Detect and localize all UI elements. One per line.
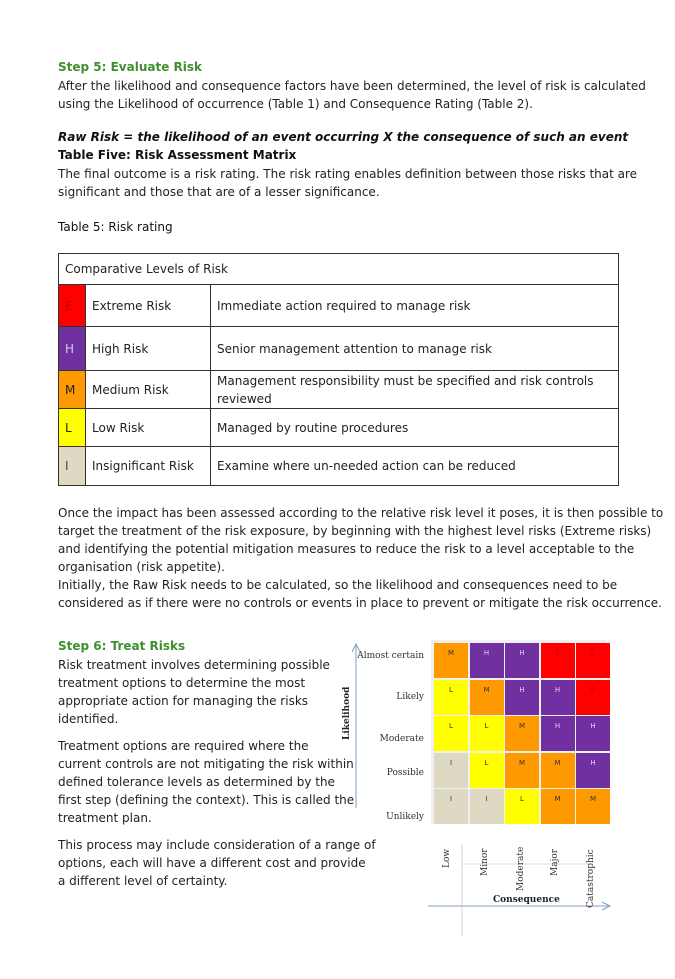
- step6-p3-l3: a different level of certainty.: [58, 874, 228, 888]
- row-label: Almost certain: [357, 651, 424, 661]
- matrix-cell: I: [470, 789, 504, 824]
- after-table-line3: and identifying the potential mitigation measures to reduce the risk to a level acceptable to the: [58, 542, 635, 556]
- matrix-cell: M: [541, 789, 575, 824]
- risk-code-cell: M: [59, 371, 86, 409]
- matrix-cell: M: [434, 643, 468, 678]
- step5-heading: Step 5: Evaluate Risk: [58, 60, 203, 74]
- step6-p2-l4: first step (defining the context). This is called the: [58, 793, 355, 807]
- col-label: Low: [442, 848, 452, 868]
- matrix-cell: M: [505, 716, 539, 751]
- risk-name-cell: Medium Risk: [86, 371, 211, 409]
- step6-p2-l3: defined tolerance levels as determined by the: [58, 775, 335, 789]
- matrix-cell: E: [541, 643, 575, 678]
- step6-p3-l2: options, each will have a different cost and provide: [58, 856, 366, 870]
- table-row: [59, 327, 619, 371]
- matrix-grid: [431, 640, 607, 824]
- col-label: Minor: [480, 848, 490, 876]
- row-label: Likely: [396, 692, 424, 702]
- matrix-cell: I: [434, 789, 468, 824]
- table-row: [59, 371, 619, 409]
- matrix-cell: H: [576, 753, 610, 788]
- matrix-cell: E: [576, 680, 610, 715]
- after-table-line6: considered as if there were no controls or events in place to prevent or mitigate the risk occurrence.: [58, 596, 662, 610]
- step6-p1-l4: identified.: [58, 712, 119, 726]
- matrix-cell: I: [434, 753, 468, 788]
- matrix-cell: M: [541, 753, 575, 788]
- y-axis-title: Likelihood: [342, 686, 352, 740]
- step6-p1-l1: Risk treatment involves determining possible: [58, 658, 330, 672]
- row-label: Moderate: [379, 734, 424, 744]
- table-caption: Table 5: Risk rating: [58, 220, 173, 234]
- rating-table-header: Comparative Levels of Risk: [59, 254, 619, 285]
- risk-desc-cell: Senior management attention to manage risk: [211, 327, 619, 371]
- after-table-line1: Once the impact has been assessed according to the relative risk level it poses, it is then possible to: [58, 506, 664, 520]
- row-label: Unlikely: [386, 812, 424, 822]
- step5-para1-line2: using the Likelihood of occurrence (Table 1) and Consequence Rating (Table 2).: [58, 97, 533, 111]
- col-label: Major: [550, 848, 560, 876]
- matrix-cell: H: [576, 716, 610, 751]
- risk-code-cell: H: [59, 327, 86, 371]
- matrix-cell: M: [470, 680, 504, 715]
- risk-desc-line2: reviewed: [217, 391, 272, 406]
- matrix-cell: H: [541, 680, 575, 715]
- matrix-cell: L: [470, 716, 504, 751]
- risk-code-cell: L: [59, 409, 86, 447]
- matrix-cell: L: [434, 680, 468, 715]
- col-label: Catastrophic: [586, 849, 596, 908]
- step5-para2-line1: The final outcome is a risk rating. The risk rating enables definition between those risks that are: [58, 167, 638, 181]
- after-table-line5: Initially, the Raw Risk needs to be calculated, so the likelihood and consequences need to be: [58, 578, 618, 592]
- table-row: [59, 285, 619, 327]
- risk-name-cell: Extreme Risk: [86, 285, 211, 327]
- matrix-cell: L: [434, 716, 468, 751]
- after-table-line2: target the treatment of the risk exposure, by beginning with the highest level risks (Extreme risks): [58, 524, 652, 538]
- risk-name-cell: Low Risk: [86, 409, 211, 447]
- risk-rating-table: [58, 253, 619, 486]
- step6-p1-l3: appropriate action for managing the risks: [58, 694, 309, 708]
- table5-title: Table Five: Risk Assessment Matrix: [58, 148, 297, 162]
- table-row: [59, 409, 619, 447]
- step5-para1-line1: After the likelihood and consequence factors have been determined, the level of risk is calculated: [58, 79, 646, 93]
- risk-code-cell: I: [59, 447, 86, 486]
- x-axis-title: Consequence: [493, 895, 560, 905]
- risk-desc-line1: Management responsibility must be specified and risk controls: [217, 373, 594, 388]
- raw-risk-formula: Raw Risk = the likelihood of an event occurring X the consequence of such an event: [58, 130, 629, 144]
- step6-p2-l1: Treatment options are required where the: [58, 739, 309, 753]
- risk-name-cell: Insignificant Risk: [86, 447, 211, 486]
- matrix-cell: H: [505, 680, 539, 715]
- risk-desc-cell: Immediate action required to manage risk: [211, 285, 619, 327]
- step6-p3-l1: This process may include consideration of a range of: [58, 838, 376, 852]
- risk-matrix-figure: [342, 636, 630, 936]
- step5-para2-line2: significant and those that are of a lesser significance.: [58, 185, 380, 199]
- risk-name-cell: High Risk: [86, 327, 211, 371]
- risk-desc-cell: Managed by routine procedures: [211, 409, 619, 447]
- matrix-cell: H: [470, 643, 504, 678]
- matrix-cell: L: [470, 753, 504, 788]
- risk-code-cell: E: [59, 285, 86, 327]
- step6-p2-l5: treatment plan.: [58, 811, 152, 825]
- after-table-line4: organisation (risk appetite).: [58, 560, 225, 574]
- table-row: [59, 447, 619, 486]
- matrix-cell: M: [576, 789, 610, 824]
- risk-desc-cell: [211, 371, 619, 409]
- matrix-cell: E: [576, 643, 610, 678]
- row-label: Possible: [386, 768, 424, 778]
- matrix-cell: H: [541, 716, 575, 751]
- step6-p1-l2: treatment options to determine the most: [58, 676, 306, 690]
- matrix-cell: M: [505, 753, 539, 788]
- risk-desc-cell: Examine where un-needed action can be reduced: [211, 447, 619, 486]
- matrix-cell: L: [505, 789, 539, 824]
- col-label: Moderate: [516, 846, 526, 891]
- step6-p2-l2: current controls are not mitigating the risk within: [58, 757, 354, 771]
- matrix-cell: H: [505, 643, 539, 678]
- step6-heading: Step 6: Treat Risks: [58, 639, 186, 653]
